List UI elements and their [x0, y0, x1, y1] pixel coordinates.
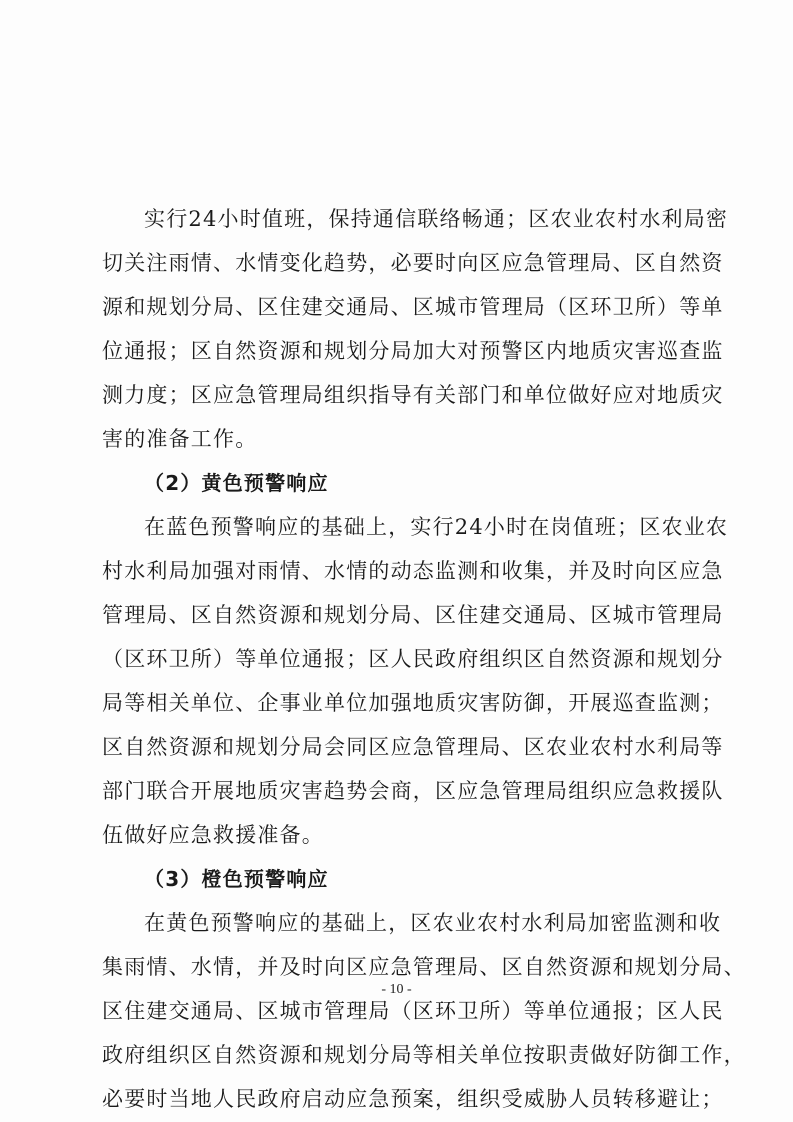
paragraph-1-line-5: 测力度；区应急管理局组织指导有关部门和单位做好应对地质灾 — [102, 383, 724, 407]
paragraph-1-line-1: 实行24小时值班，保持通信联络畅通；区农业农村水利局密 — [144, 207, 729, 231]
paragraph-3-line-5: 必要时当地人民政府启动应急预案，组织受威胁人员转移避让； — [102, 1087, 724, 1111]
paragraph-1-line-2: 切关注雨情、水情变化趋势，必要时向区应急管理局、区自然资 — [102, 251, 724, 275]
paragraph-2-line-8: 伍做好应急救援准备。 — [102, 823, 324, 847]
page-number: - 10 - — [381, 982, 412, 997]
paragraph-3-line-3: 区住建交通局、区城市管理局（区环卫所）等单位通报；区人民 — [102, 999, 724, 1023]
paragraph-2-line-7: 部门联合开展地质灾害趋势会商，区应急管理局组织应急救援队 — [102, 779, 724, 803]
paragraph-2-line-5: 局等相关单位、企事业单位加强地质灾害防御，开展巡查监测； — [102, 691, 724, 715]
paragraph-2-line-6: 区自然资源和规划分局会同区应急管理局、区农业农村水利局等 — [102, 735, 724, 759]
paragraph-3-line-1: 在黄色预警响应的基础上，区农业农村水利局加密监测和收 — [144, 911, 722, 935]
paragraph-3-line-2: 集雨情、水情，并及时向区应急管理局、区自然资源和规划分局、 — [102, 955, 746, 979]
paragraph-2-line-2: 村水利局加强对雨情、水情的动态监测和收集，并及时向区应急 — [102, 559, 724, 583]
paragraph-3-line-4: 政府组织区自然资源和规划分局等相关单位按职责做好防御工作， — [102, 1043, 746, 1067]
section-heading-yellow: （2）黄色预警响应 — [144, 471, 329, 495]
paragraph-2-line-1: 在蓝色预警响应的基础上，实行24小时在岗值班；区农业农 — [144, 515, 729, 539]
paragraph-1-line-4: 位通报；区自然资源和规划分局加大对预警区内地质灾害巡查监 — [102, 339, 724, 363]
section-heading-orange: （3）橙色预警响应 — [144, 867, 329, 891]
paragraph-1-line-3: 源和规划分局、区住建交通局、区城市管理局（区环卫所）等单 — [102, 295, 724, 319]
paragraph-2-line-4: （区环卫所）等单位通报；区人民政府组织区自然资源和规划分 — [102, 647, 724, 671]
paragraph-1-line-6: 害的准备工作。 — [102, 427, 258, 451]
paragraph-2-line-3: 管理局、区自然资源和规划分局、区住建交通局、区城市管理局 — [102, 603, 724, 627]
